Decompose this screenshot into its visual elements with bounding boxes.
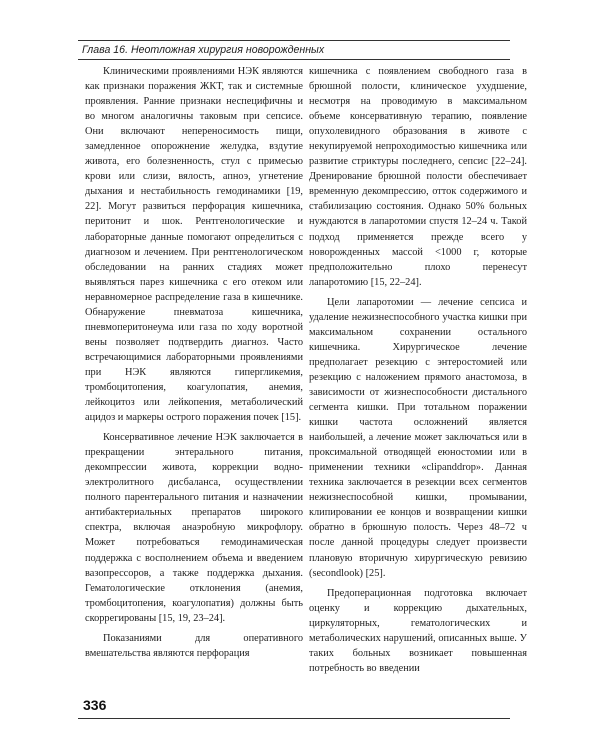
paragraph-continuation: кишечника с появлением свободного газа в брюшной полости, клиническое ухудшение, несмотря на проводимую в максимальном объеме консервативную терапию, появление опухолевидного образования в животе с некупируемой непроходимостью кишечника или развитие стриктуры последнего, сепсис [22–24]. Дренирование брюшной полости обеспечивает временную декомпрессию, отток содержимого и стабилизацию состояния. Однако 50% больных нуждаются в лапаротомии спустя 12–24 ч. Такой подход применяется прежде всего у новорожденных массой <1000 г, которые предположительно плохо перенесут лапаротомию [15, 22–24]. <box>309 66 527 288</box>
footer-divider <box>78 718 510 719</box>
chapter-title: Глава 16. Неотложная хирургия новорожденных <box>82 44 325 56</box>
paragraph-laparotomy-goals: Цели лапаротомии — лечение сепсиса и удаление нежизнеспособного участка кишки при максимальном сохранении остального кишечника. Хирургическое лечение предполагает резекцию с энтеростомией или резекцию с наложением прямого анастомоза, в зависимости от жизнеспособности дистального сегмента кишки. При тотальном поражении кишки частота осложнений является наибольшей, а лечение может заключаться или в проксимальной отводящей еюностомии или в применении техники «clipanddrop». Данная техника заключается в резекции всех сегментов нежизнеспособной кишки, промывании, клипировании ее концов и возвращении кишки обратно в брюшную полость. Через 48–72 ч после данной процедуры следует произвести плановую вторичную хирургическую ревизию (secondlook) [25]. <box>309 296 527 579</box>
left-column <box>85 64 303 666</box>
running-header <box>78 40 510 60</box>
paragraph-clinical-manifestations: Клиническими проявлениями НЭК являются как признаки поражения ЖКТ, так и системные проявления. Ранние признаки неспецифичны и во многом аналогичны таковым при сепсисе. Они включают непереносимость пищи, замедленное опорожнение желудка, вздутие живота, его болезненность, стул с примесью крови или слизи, вялость, апноэ, угнетение дыхания и нестабильность гемодинамики [19, 22]. Могут развиться перфорация кишечника, перитонит и шок. Рентгенологические и лабораторные данные помогают определиться с диагнозом и лечением. При рентгенологическом обследовании на ранних стадиях может выявляться парез кишечника с его отеком или неравномерное распределение газа в кишечнике. Обнаружение пневматоза кишечника, пневмоперитонеума или газа по ходу воротной вены позволяет подтвердить диагноз. Часто встречающимися лабораторными проявлениями при НЭК являются гипергликемия, тромбоцитопения, коагулопатия, анемия, лейкоцитоз или лейкопения, метаболический ацидоз и маркеры острого поражения почек [15]. <box>85 66 303 424</box>
paragraph-surgery-indications: Показаниями для оперативного вмешательства являются перфорация <box>85 632 303 659</box>
paragraph-conservative-treatment: Консервативное лечение НЭК заключается в прекращении энтерального питания, декомпрессии живота, коррекции водно-электролитного дисбаланса, осуществлении полного парентерального питания и назначении антибактериальных препаратов широкого спектра, включая анаэробную микрофлору. Может потребоваться гемодинамическая поддержка с восполнением объема и введением вазопрессоров, а также поддержка дыхания. Гематологические отклонения (анемия, тромбоцитопения, коагулопатия) должны быть скоррегированы [15, 19, 23–24]. <box>85 432 303 624</box>
right-column <box>309 64 527 681</box>
paragraph-preoperative-preparation: Предоперационная подготовка включает оценку и коррекцию дыхательных, циркуляторных, гематологических и метаболических нарушений, описанных выше. У таких больных возникает повышенная потребность во введении <box>309 587 527 674</box>
page-number: 336 <box>83 697 107 713</box>
